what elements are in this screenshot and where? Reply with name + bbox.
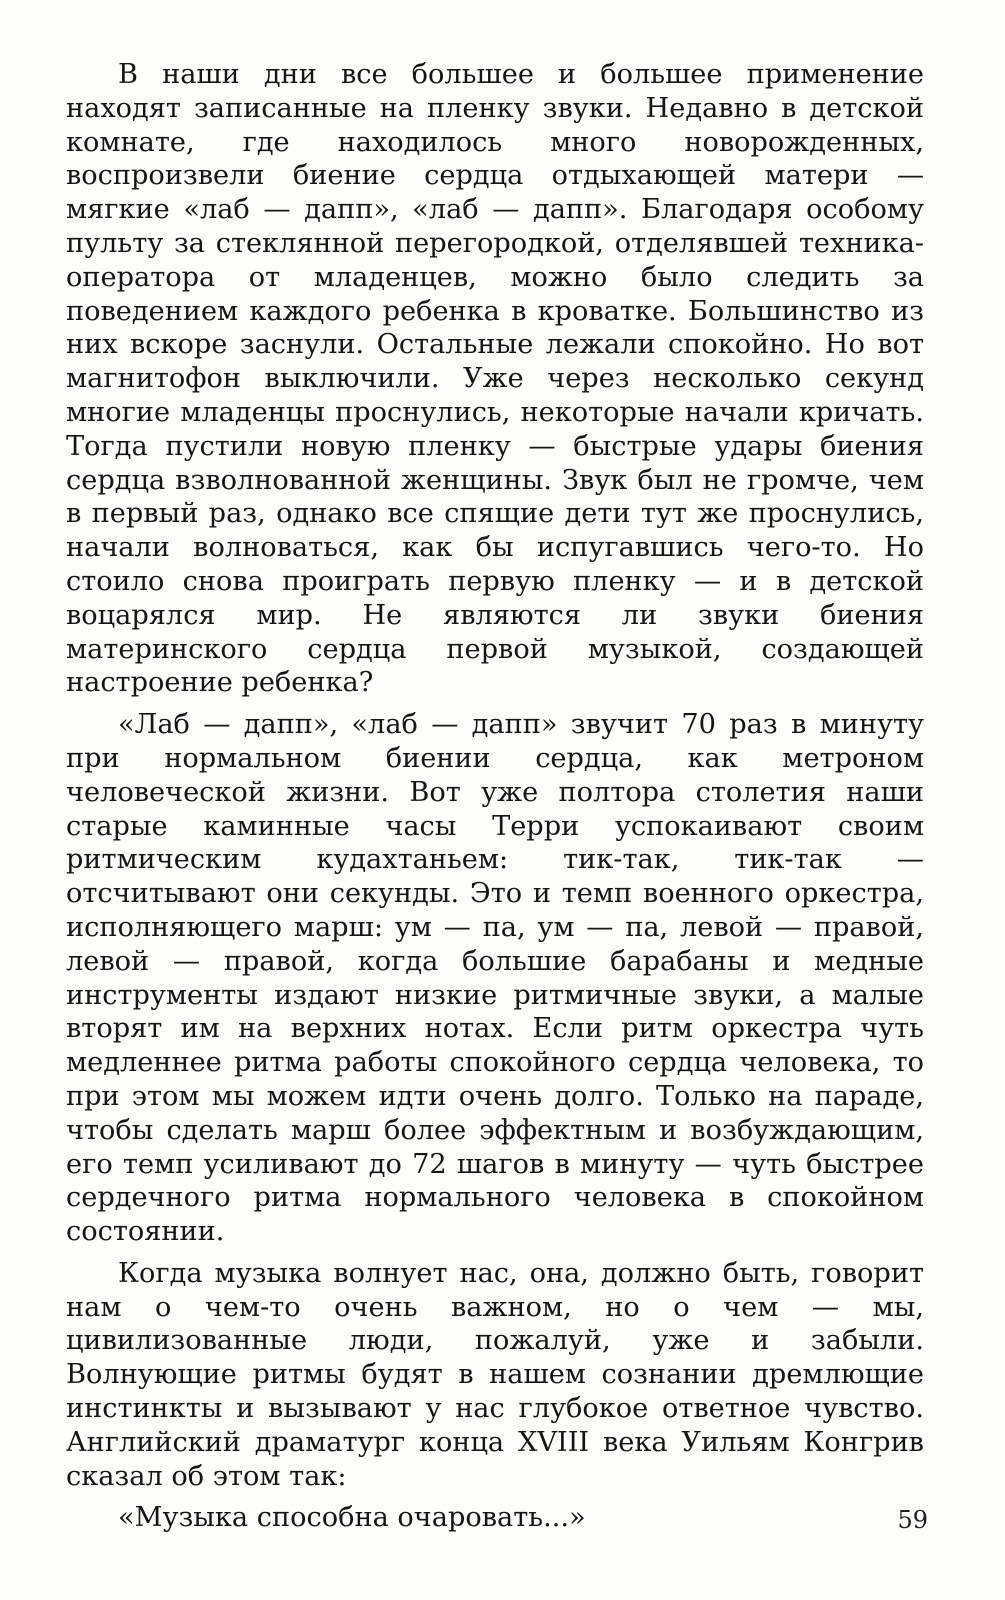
paragraph-1: В наши дни все большее и большее применение находят записанные на пленку звуки. Недавно в детской комнате, где находилось много новорожденных, воспроизвели биение сердца отдыхающей матери — мягкие «лаб — дапп», «лаб — дапп». Благодаря особому пульту за стеклянной перегородкой, отделявшей техника-оператора от младенцев, можно было следить за поведением каждого ребенка в кроватке. Большинство из них вскоре заснули. Остальные лежали спокойно. Но вот магнитофон выключили. Уже через несколько секунд многие младенцы проснулись, некоторые начали кричать. Тогда пустили новую пленку — быстрые удары биения сердца взволнованной женщины. Звук был не громче, чем в первый раз, однако все спящие дети тут же проснулись, начали волноваться, как бы испугавшись чего-то. Но стоило снова проиграть первую пленку — и в детской воцарялся мир. Не являются ли звуки биения материнского сердца первой музыкой, создающей настроение ребенка? xyxy=(66,59,924,699)
paragraph-2: «Лаб — дапп», «лаб — дапп» звучит 70 раз в минуту при нормальном биении сердца, как метроном человеческой жизни. Вот уже полтора столетия наши старые каминные часы Терри успокаивают своим ритмическим кудахтаньем: тик-так, тик-так — отсчитывают они секунды. Это и темп военного оркестра, исполняющего марш: ум — па, ум — па, левой — правой, левой — правой, когда большие барабаны и медные инструменты издают низкие ритмичные звуки, а малые вторят им на верхних нотах. Если ритм оркестра чуть медленнее ритма работы спокойного сердца человека, то при этом мы можем идти очень долго. Только на параде, чтобы сделать марш более эффектным и возбуждающим, его темп усиливают до 72 шагов в минуту — чуть быстрее сердечного ритма нормального человека в спокойном состоянии. xyxy=(66,709,924,1248)
page-number: 59 xyxy=(897,1506,928,1534)
paragraph-3: Когда музыка волнует нас, она, должно быть, говорит нам о чем-то очень важном, но о чем — мы, цивилизованные люди, пожалуй, уже и забыли. Волнующие ритмы будят в нашем сознании дремлющие инстинкты и вызывают у нас глубокое ответное чувство. Английский драматург конца XVIII века Уильям Конгрив сказал об этом так: xyxy=(66,1257,924,1492)
paragraph-quote: «Музыка способна очаровать...» xyxy=(118,1502,586,1534)
text-column xyxy=(66,58,924,1535)
